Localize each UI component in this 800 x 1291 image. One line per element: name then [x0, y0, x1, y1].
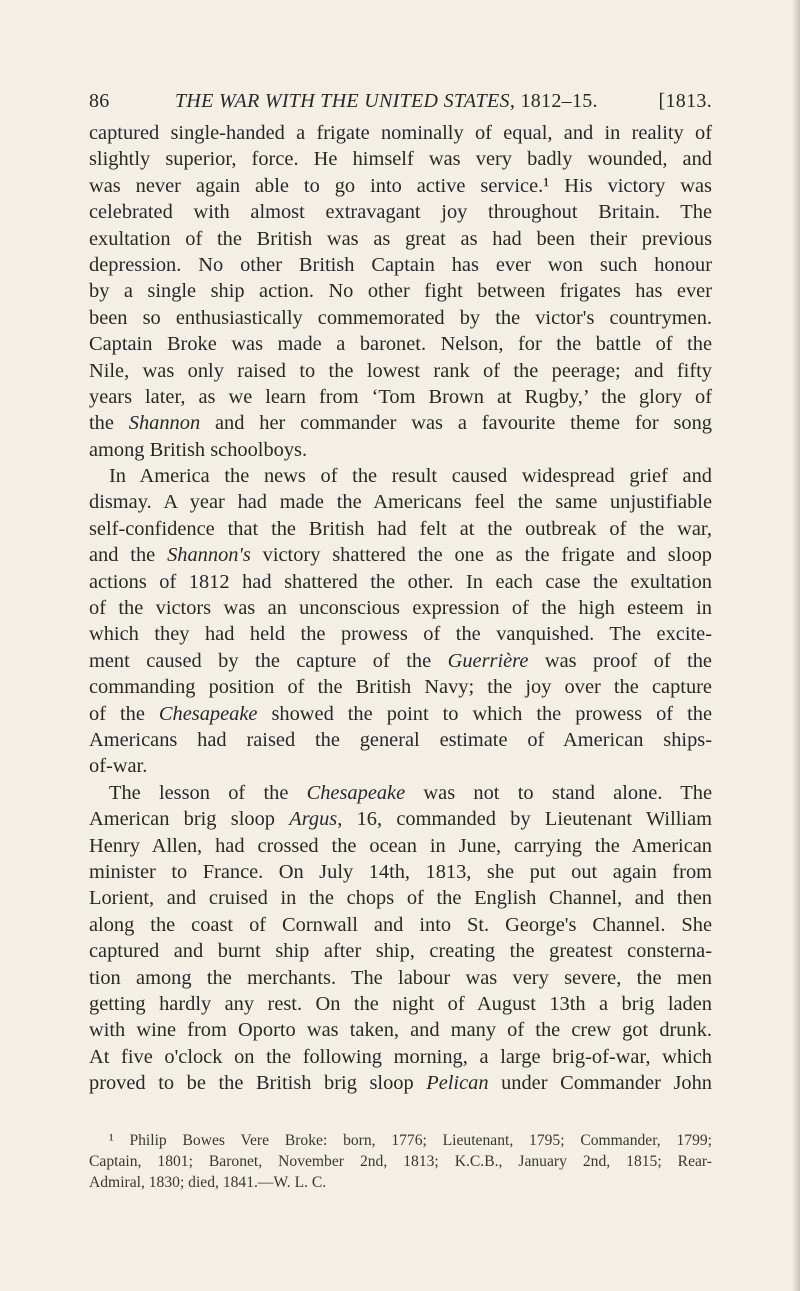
text-line: commanding position of the British Navy; the joy over the capture: [89, 676, 712, 699]
footnote-line: ¹ Philip Bowes Vere Broke: born, 1776; Lieutenant, 1795; Commander, 1799;: [109, 1132, 712, 1149]
running-title-text: THE WAR WITH THE UNITED STATES,: [175, 90, 516, 112]
text-line: In America the news of the result caused widespread grief and: [109, 465, 712, 488]
ship-name: Argus: [289, 808, 338, 831]
running-title: [175, 90, 598, 113]
text-line: which they had held the prowess of the vanquished. The excite-: [89, 623, 712, 646]
text-line: captured and burnt ship after ship, creating the greatest consterna-: [89, 940, 712, 963]
text-line: slightly superior, force. He himself was very badly wounded, and: [89, 148, 712, 171]
text-line: ment caused by the capture of the Guerrière was proof of the: [89, 649, 712, 672]
text-line: exultation of the British was as great as had been their previous: [89, 227, 712, 250]
text-line: Henry Allen, had crossed the ocean in June, carrying the American: [89, 834, 712, 857]
text-line: by a single ship action. No other fight between frigates has ever: [89, 280, 712, 303]
text-line: American brig sloop Argus, 16, commanded by Lieutenant William: [89, 808, 712, 831]
text-line: The lesson of the Chesapeake was not to stand alone. The: [109, 781, 713, 804]
text-line: Americans had raised the general estimate of American ships-: [89, 728, 712, 751]
text-line: Lorient, and cruised in the chops of the English Channel, and then: [89, 887, 712, 910]
text-line: Captain Broke was made a baronet. Nelson, for the battle of the: [89, 333, 712, 356]
text-line: among British schoolboys.: [89, 438, 308, 461]
text-line: of the Chesapeake showed the point to which the prowess of the: [89, 702, 712, 725]
page-number: 86: [89, 90, 110, 112]
running-header: [89, 90, 712, 120]
footnote-line: Captain, 1801; Baronet, November 2nd, 1813; K.C.B., January 2nd, 1815; Rear-: [89, 1153, 712, 1170]
text-line: and the Shannon's victory shattered the one as the frigate and sloop: [89, 544, 712, 567]
text-line: celebrated with almost extravagant joy throughout Britain. The: [89, 201, 712, 224]
text-line: proved to be the British brig sloop Pelican under Commander John: [89, 1072, 712, 1095]
page-edge-shadow: [792, 0, 800, 1291]
text-line: depression. No other British Captain has ever won such honour: [89, 253, 712, 276]
footnote-line: Admiral, 1830; died, 1841.—W. L. C.: [89, 1174, 327, 1191]
ship-name: Pelican: [426, 1072, 489, 1095]
text-line: with wine from Oporto was taken, and many of the crew got drunk.: [89, 1019, 712, 1042]
text-line: of the victors was an unconscious expression of the high esteem in: [89, 597, 712, 620]
text-line: was never again able to go into active service.¹ His victory was: [89, 174, 712, 197]
ship-name: Chesapeake: [158, 702, 258, 725]
text-line: Nile, was only raised to the lowest rank of the peerage; and fifty: [89, 359, 712, 382]
text-line: years later, as we learn from ‘Tom Brown at Rugby,’ the glory of: [89, 385, 712, 408]
body-text: [89, 120, 712, 1096]
text-line: of-war.: [89, 755, 148, 778]
text-line: been so enthusiastically commemorated by the victor's countrymen.: [89, 306, 712, 329]
text-line: actions of 1812 had shattered the other. In each case the exultation: [89, 570, 712, 593]
text-line: captured single-handed a frigate nominally of equal, and in reality of: [89, 122, 712, 144]
text-line: tion among the merchants. The labour was very severe, the men: [89, 966, 712, 989]
text-line: getting hardly any rest. On the night of August 13th a brig laden: [89, 992, 712, 1015]
text-line: self-confidence that the British had felt at the outbreak of the war,: [89, 517, 712, 540]
running-years: 1812–15.: [520, 90, 598, 112]
footnotes: [89, 1130, 712, 1193]
text-line: dismay. A year had made the Americans feel the same unjustifiable: [89, 491, 712, 514]
ship-name: Shannon's: [167, 544, 251, 567]
year-tag: [1813.: [658, 90, 712, 112]
ship-name: Shannon: [128, 412, 201, 435]
text-line: minister to France. On July 14th, 1813, she put out again from: [89, 860, 712, 883]
text-line: the Shannon and her commander was a favourite theme for song: [89, 412, 712, 435]
ship-name: Chesapeake: [306, 781, 406, 804]
text-line: At five o'clock on the following morning, a large brig-of-war, which: [89, 1045, 712, 1068]
ship-name: Guerrière: [447, 649, 529, 672]
text-line: along the coast of Cornwall and into St. George's Channel. She: [89, 913, 712, 936]
